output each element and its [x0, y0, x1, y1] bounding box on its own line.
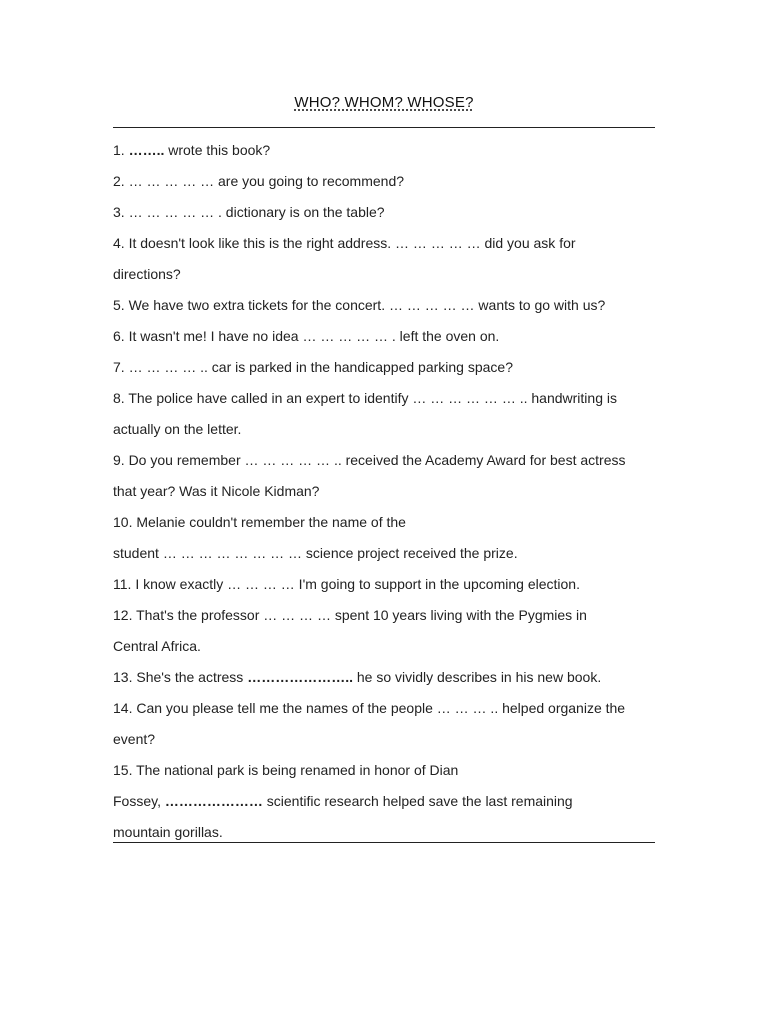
question-text: 14. Can you please tell me the names of the people … … … .. helped organize the: [113, 700, 626, 716]
question-line: [113, 480, 658, 511]
question-line: [113, 170, 658, 201]
question-line: [113, 387, 658, 418]
question-list: [113, 139, 658, 852]
question-text: directions?: [113, 266, 181, 282]
question-line: [113, 604, 658, 635]
question-line: [113, 511, 658, 542]
question-text: event?: [113, 731, 156, 747]
question-text: 1.: [113, 142, 129, 158]
question-text: actually on the letter.: [113, 421, 242, 437]
question-line: [113, 139, 658, 170]
question-text: 6. It wasn't me! I have no idea … … … … … . left the oven on.: [113, 328, 500, 344]
question-line: [113, 232, 658, 263]
question-text: wrote this book?: [164, 142, 271, 158]
question-line: [113, 294, 658, 325]
question-line: [113, 201, 658, 232]
question-line: [113, 697, 658, 728]
question-line: [113, 728, 658, 759]
question-text: 12. That's the professor … … … … spent 10 years living with the Pygmies in: [113, 607, 587, 623]
question-line: [113, 263, 658, 294]
top-divider: [113, 127, 655, 128]
question-text: 8. The police have called in an expert to identify … … … … … … .. handwriting is: [113, 390, 617, 406]
question-line: [113, 759, 658, 790]
question-text: 11. I know exactly … … … … I'm going to support in the upcoming election.: [113, 576, 580, 592]
question-text: scientific research helped save the last remaining: [262, 793, 573, 809]
answer-blank: ……..: [128, 142, 165, 158]
question-line: [113, 573, 658, 604]
bottom-divider: [113, 842, 655, 843]
question-text: student … … … … … … … … science project received the prize.: [113, 545, 518, 561]
question-line: [113, 821, 658, 852]
question-text: 5. We have two extra tickets for the concert. … … … … … wants to go with us?: [113, 297, 606, 313]
question-line: [113, 666, 658, 697]
question-text: 3. … … … … … . dictionary is on the table?: [113, 204, 385, 220]
question-text: 4. It doesn't look like this is the right address. … … … … … did you ask for: [113, 235, 576, 251]
question-text: 15. The national park is being renamed in honor of Dian: [113, 762, 459, 778]
question-text: 7. … … … … .. car is parked in the handicapped parking space?: [113, 359, 513, 375]
question-text: 2. … … … … … are you going to recommend?: [113, 173, 405, 189]
answer-blank: …………………: [164, 793, 263, 809]
question-text: 13. She's the actress: [113, 669, 248, 685]
question-line: [113, 542, 658, 573]
question-text: Fossey,: [113, 793, 165, 809]
question-text: that year? Was it Nicole Kidman?: [113, 483, 320, 499]
question-text: 9. Do you remember … … … … … .. received the Academy Award for best actress: [113, 452, 626, 468]
question-line: [113, 325, 658, 356]
question-text: he so vividly describes in his new book.: [352, 669, 602, 685]
question-line: [113, 418, 658, 449]
question-text: 10. Melanie couldn't remember the name of the: [113, 514, 406, 530]
question-text: mountain gorillas.: [113, 824, 223, 840]
question-line: [113, 449, 658, 480]
question-text: Central Africa.: [113, 638, 201, 654]
worksheet-title: WHO? WHOM? WHOSE?: [294, 94, 474, 111]
question-line: [113, 356, 658, 387]
question-line: [113, 635, 658, 666]
answer-blank: …………………..: [247, 669, 353, 685]
question-line: [113, 790, 658, 821]
